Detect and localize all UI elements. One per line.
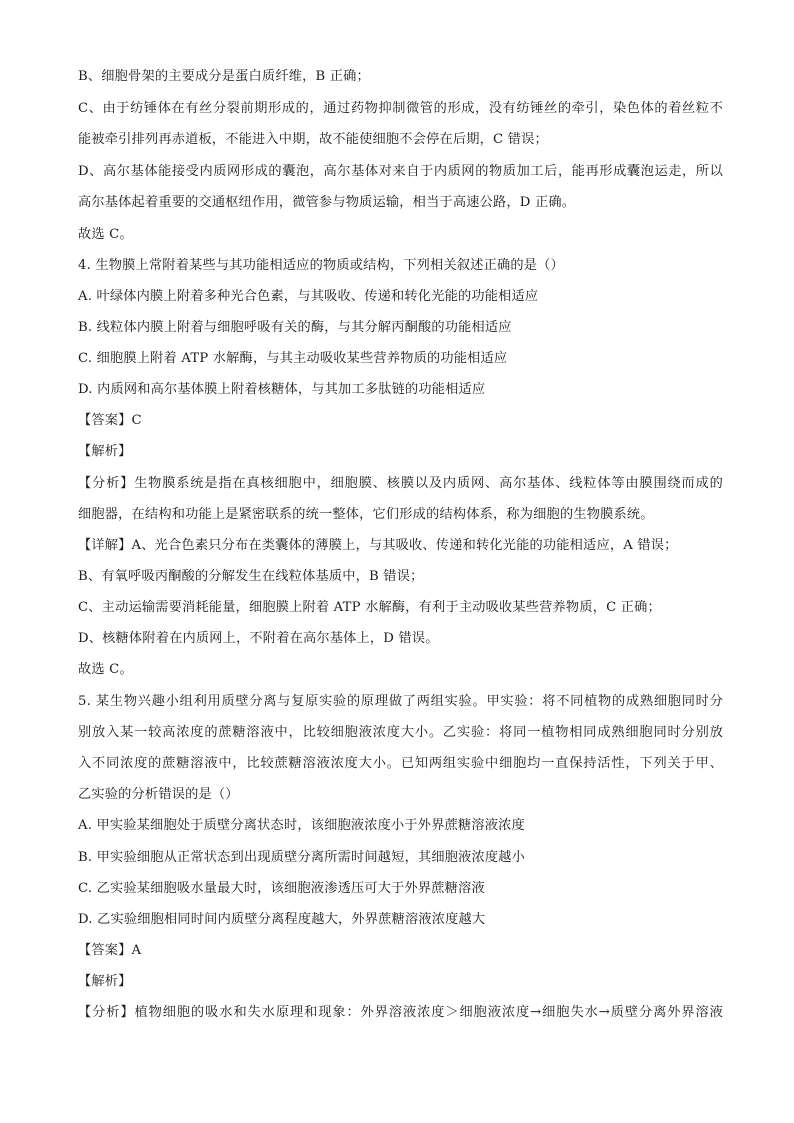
question-5-option-b: B. 甲实验细胞从正常状态到出现质壁分离所需时间越短，其细胞液浓度越小 [78,850,526,865]
question-4-option-a: A. 叶绿体内膜上附着多种光合色素，与其吸收、传递和转化光能的功能相适应 [78,289,539,304]
question-5-option-c: C. 乙实验某细胞吸水量最大时，该细胞液渗透压可大于外界蔗糖溶液 [78,881,485,896]
question-5-stem-cont-2: 入不同浓度的蔗糖溶液中，比较蔗糖溶液浓度大小。已知两组实验中细胞均一直保持活性，下列关于甲、 [78,756,723,771]
question-5-option-d: D. 乙实验细胞相同时间内质壁分离程度越大，外界蔗糖溶液浓度越大 [78,912,486,927]
question-4-conclusion: 故选 C。 [78,662,133,677]
text-line-option-d-cont: 高尔基体起着重要的交通枢纽作用，微管参与物质运输，相当于高速公路，D 正确。 [78,195,576,210]
question-4-analysis-heading: 【解析】 [78,444,132,459]
text-line-option-c: C、由于纺锤体在有丝分裂前期形成的，通过药物抑制微管的形成，没有纺锤丝的牵引，染色体的着丝粒不 [78,101,723,116]
question-4-detail-a: 【详解】A、光合色素只分布在类囊体的薄膜上，与其吸收、传递和转化光能的功能相适应，A 错误； [78,538,678,553]
question-4-analysis: 【分析】生物膜系统是指在真核细胞中，细胞膜、核膜以及内质网、高尔基体、线粒体等由膜围绕而成的 [78,476,723,491]
question-4-option-b: B. 线粒体内膜上附着与细胞呼吸有关的酶，与其分解丙酮酸的功能相适应 [78,320,512,335]
question-5-analysis-heading: 【解析】 [78,974,132,989]
question-5-stem-cont-1: 别放入某一较高浓度的蔗糖溶液中，比较细胞液浓度大小。乙实验：将同一植物相同成熟细胞同时分别放 [78,725,723,740]
question-5-stem-cont-3: 乙实验的分析错误的是（） [78,787,239,802]
question-5-answer: 【答案】A [78,943,142,958]
text-line-option-c-cont: 能被牵引排列再赤道板，不能进入中期，故不能使细胞不会停在后期，C 错误； [78,132,548,147]
text-line-conclusion: 故选 C。 [78,227,133,242]
question-5-option-a: A. 甲实验某细胞处于质壁分离状态时，该细胞液浓度小于外界蔗糖溶液浓度 [78,818,525,833]
question-5-analysis: 【分析】植物细胞的吸水和失水原理和现象：外界溶液浓度＞细胞液浓度→细胞失水→质壁分离外界溶液 [78,1005,723,1020]
question-4-option-c: C. 细胞膜上附着 ATP 水解酶，与其主动吸收某些营养物质的功能相适应 [78,351,508,366]
question-4-detail-b: B、有氧呼吸丙酮酸的分解发生在线粒体基质中，B 错误； [78,569,424,584]
text-line-option-b: B、细胞骨架的主要成分是蛋白质纤维，B 正确； [78,69,370,84]
question-4-detail-d: D、核糖体附着在内质网上，不附着在高尔基体上，D 错误。 [78,631,439,646]
question-4-analysis-cont: 细胞器，在结构和功能上是紧密联系的统一整体，它们形成的结构体系，称为细胞的生物膜系统。 [78,507,654,522]
text-line-option-d: D、高尔基体能接受内质网形成的囊泡，高尔基体对来自于内质网的物质加工后，能再形成囊泡运走，所以 [78,164,723,179]
question-4-detail-c: C、主动运输需要消耗能量，细胞膜上附着 ATP 水解酶，有利于主动吸收某些营养物质，C 正确； [78,600,661,615]
question-4-option-d: D. 内质网和高尔基体膜上附着核糖体，与其加工多肽链的功能相适应 [78,382,486,397]
question-4-answer: 【答案】C [78,413,142,428]
question-4-stem: 4. 生物膜上常附着某些与其功能相适应的物质或结构，下列相关叙述正确的是（） [78,258,564,273]
question-5-stem: 5. 某生物兴趣小组利用质壁分离与复原实验的原理做了两组实验。甲实验：将不同植物的成熟细胞同时分 [78,694,723,709]
